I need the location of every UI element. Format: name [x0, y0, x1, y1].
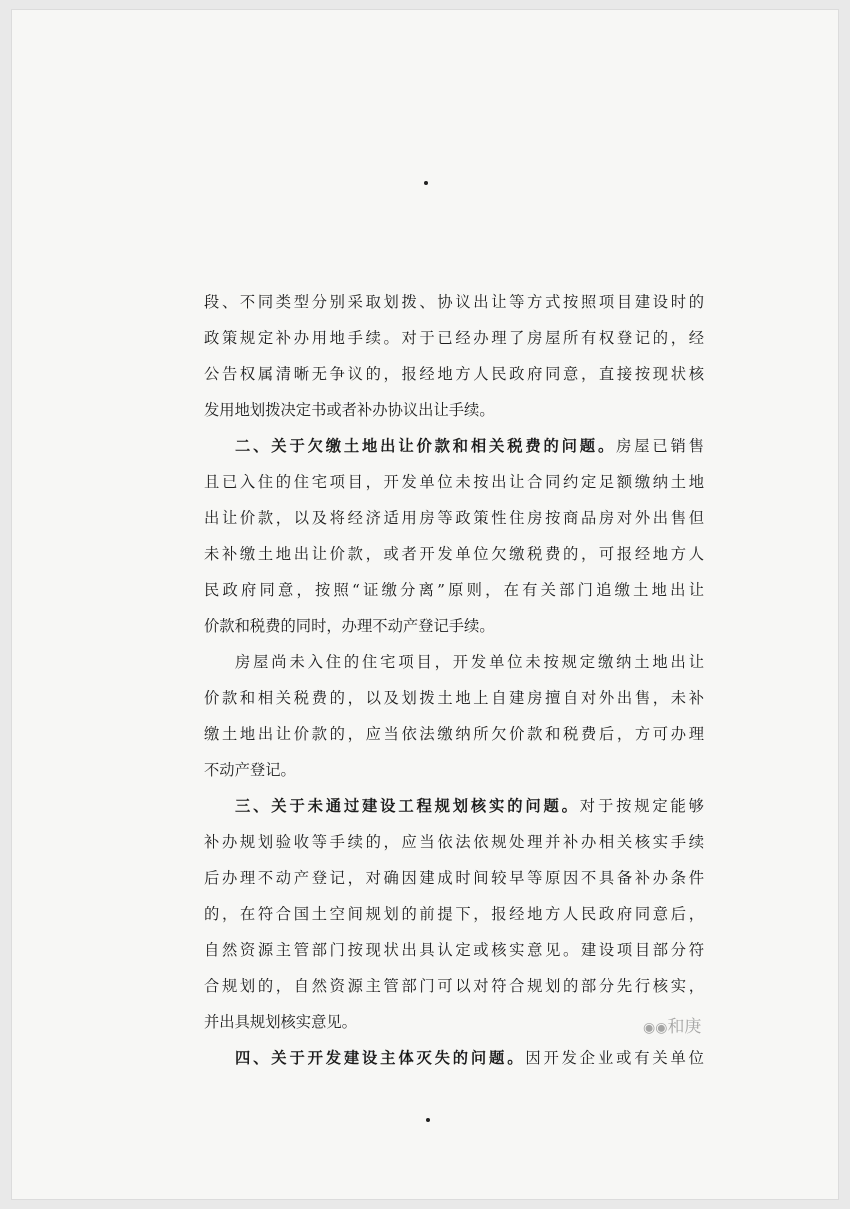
text-line: 价款和税费的同时，办理不动产登记手续。 — [204, 617, 495, 635]
paragraph-1 — [204, 284, 704, 428]
text-line: 发用地划拨决定书或者补办协议出让手续。 — [204, 401, 495, 419]
text-line — [204, 788, 704, 824]
text-line — [204, 1040, 704, 1076]
text-line: 且已入住的住宅项目，开发单位未按出让合同约定足额缴纳土地 — [204, 473, 704, 491]
section-heading-4: 四、关于开发建设主体灭失的问题。 — [235, 1049, 526, 1067]
text-line: 不动产登记。 — [204, 761, 296, 779]
watermark — [643, 1012, 701, 1037]
text-line: 公告权属清晰无争议的，报经地方人民政府同意，直接按现状核 — [204, 365, 704, 383]
paragraph-4 — [204, 788, 704, 1040]
text-line: 未补缴土地出让价款，或者开发单位欠缴税费的，可报经地方人 — [204, 545, 704, 563]
text-line: 价款和相关税费的，以及划拨土地上自建房擅自对外出售，未补 — [204, 689, 704, 707]
wechat-icon: ◉◉ — [643, 1020, 668, 1036]
text-line: 民政府同意，按照“证缴分离”原则，在有关部门追缴土地出让 — [204, 581, 704, 599]
document-page — [12, 10, 838, 1199]
text-line: 自然资源主管部门按现状出具认定或核实意见。建设项目部分符 — [204, 941, 704, 959]
document-body — [204, 284, 704, 1076]
text-line: 缴土地出让价款的，应当依法缴纳所欠价款和税费后，方可办理 — [204, 725, 704, 743]
text-line: 房屋尚未入住的住宅项目，开发单位未按规定缴纳土地出让 — [235, 653, 704, 671]
text-run: 对于按规定能够 — [579, 797, 704, 815]
text-line: 并出具规划核实意见。 — [204, 1013, 357, 1031]
text-line: 段、不同类型分别采取划拨、协议出让等方式按照项目建设时的 — [204, 293, 704, 311]
text-line — [204, 428, 704, 464]
page-mark-top — [424, 181, 428, 185]
page-mark-bottom — [426, 1118, 430, 1122]
text-line: 后办理不动产登记，对确因建成时间较早等原因不具备补办条件 — [204, 869, 704, 887]
text-run: 房屋已销售 — [616, 437, 704, 455]
text-line: 出让价款，以及将经济适用房等政策性住房按商品房对外出售但 — [204, 509, 704, 527]
watermark-text: 和庚 — [667, 1017, 702, 1037]
text-run: 因开发企业或有关单位 — [525, 1049, 704, 1067]
paragraph-5 — [204, 1040, 704, 1076]
text-line: 政策规定补办用地手续。对于已经办理了房屋所有权登记的，经 — [204, 329, 704, 347]
section-heading-2: 二、关于欠缴土地出让价款和相关税费的问题。 — [235, 437, 617, 455]
paragraph-2 — [204, 428, 704, 644]
paragraph-3 — [204, 644, 704, 788]
text-line: 补办规划验收等手续的，应当依法依规处理并补办相关核实手续 — [204, 833, 704, 851]
text-line: 合规划的，自然资源主管部门可以对符合规划的部分先行核实， — [204, 977, 704, 995]
text-line: 的，在符合国土空间规划的前提下，报经地方人民政府同意后， — [204, 905, 704, 923]
section-heading-3: 三、关于未通过建设工程规划核实的问题。 — [235, 797, 580, 815]
